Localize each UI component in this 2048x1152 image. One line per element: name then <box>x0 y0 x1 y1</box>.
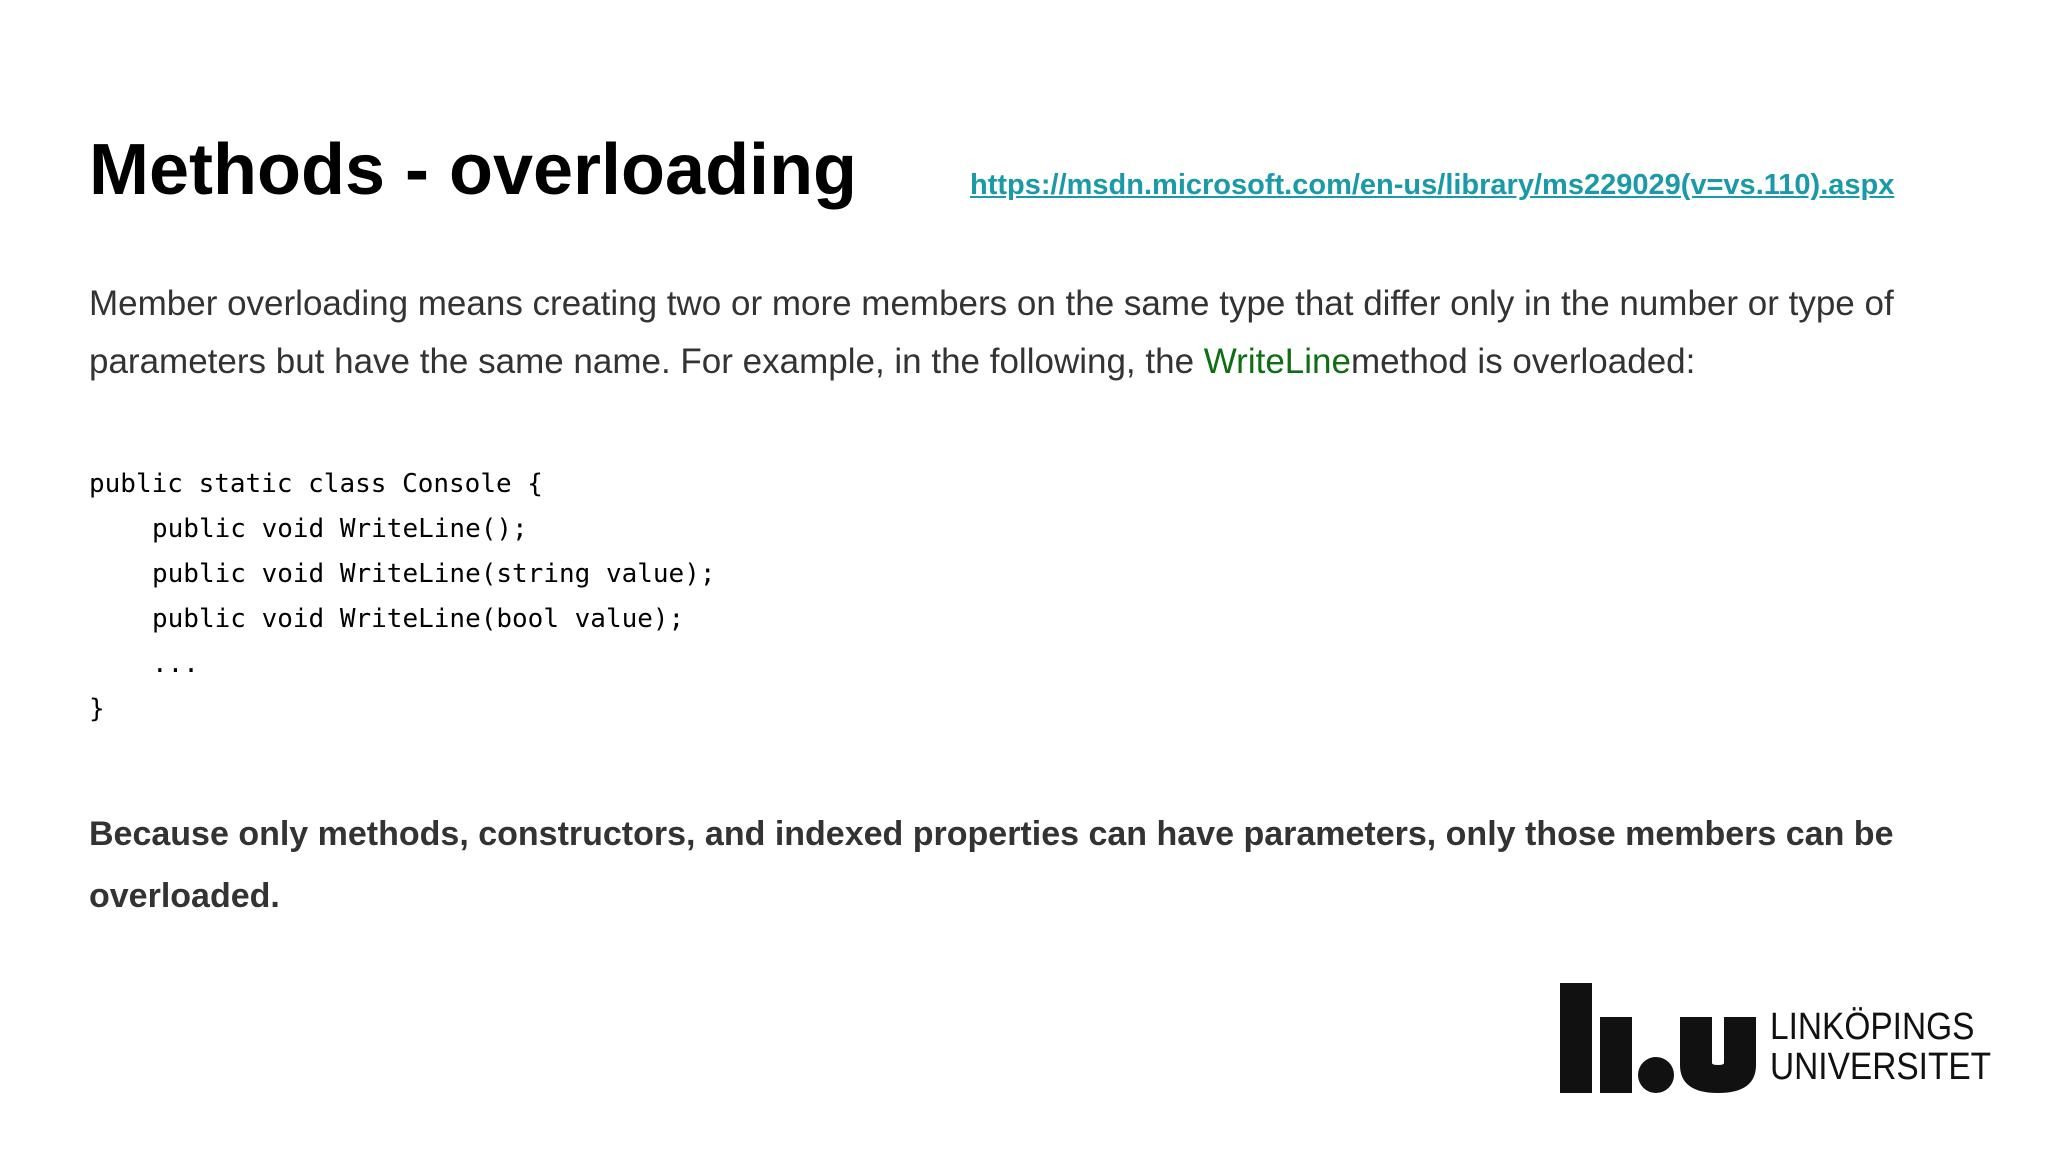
code-block <box>89 462 716 732</box>
slide-title: Methods - overloading <box>89 130 858 210</box>
code-line: public void WriteLine(string value); <box>152 559 716 589</box>
liu-logo-mark-icon <box>1560 975 1760 1095</box>
university-name-line1: LINKÖPINGS <box>1770 1006 1975 1048</box>
overloading-note: Because only methods, constructors, and indexed properties can have parameters, only those members can be overloaded. <box>89 815 1894 915</box>
intro-text-before: Member overloading means creating two or more members on the same type that differ only in the number or type of parameters but have the same name. For example, in the following, the <box>89 284 1894 381</box>
code-line: } <box>89 694 105 724</box>
code-line: ... <box>152 649 199 679</box>
code-line: public static class Console { <box>89 469 543 499</box>
code-line: public void WriteLine(); <box>152 514 528 544</box>
method-name-highlight: WriteLine <box>1203 342 1351 381</box>
code-line: public void WriteLine(bool value); <box>152 604 685 634</box>
msdn-reference-link[interactable]: https://msdn.microsoft.com/en-us/library/ms229029(v=vs.110).aspx <box>970 169 1895 201</box>
intro-paragraph <box>89 275 1969 391</box>
university-name <box>1770 1007 1991 1087</box>
university-logo <box>1560 975 2000 1095</box>
university-name-line2: UNIVERSITET <box>1770 1046 1992 1088</box>
intro-text-after: method is overloaded: <box>1350 342 1696 381</box>
